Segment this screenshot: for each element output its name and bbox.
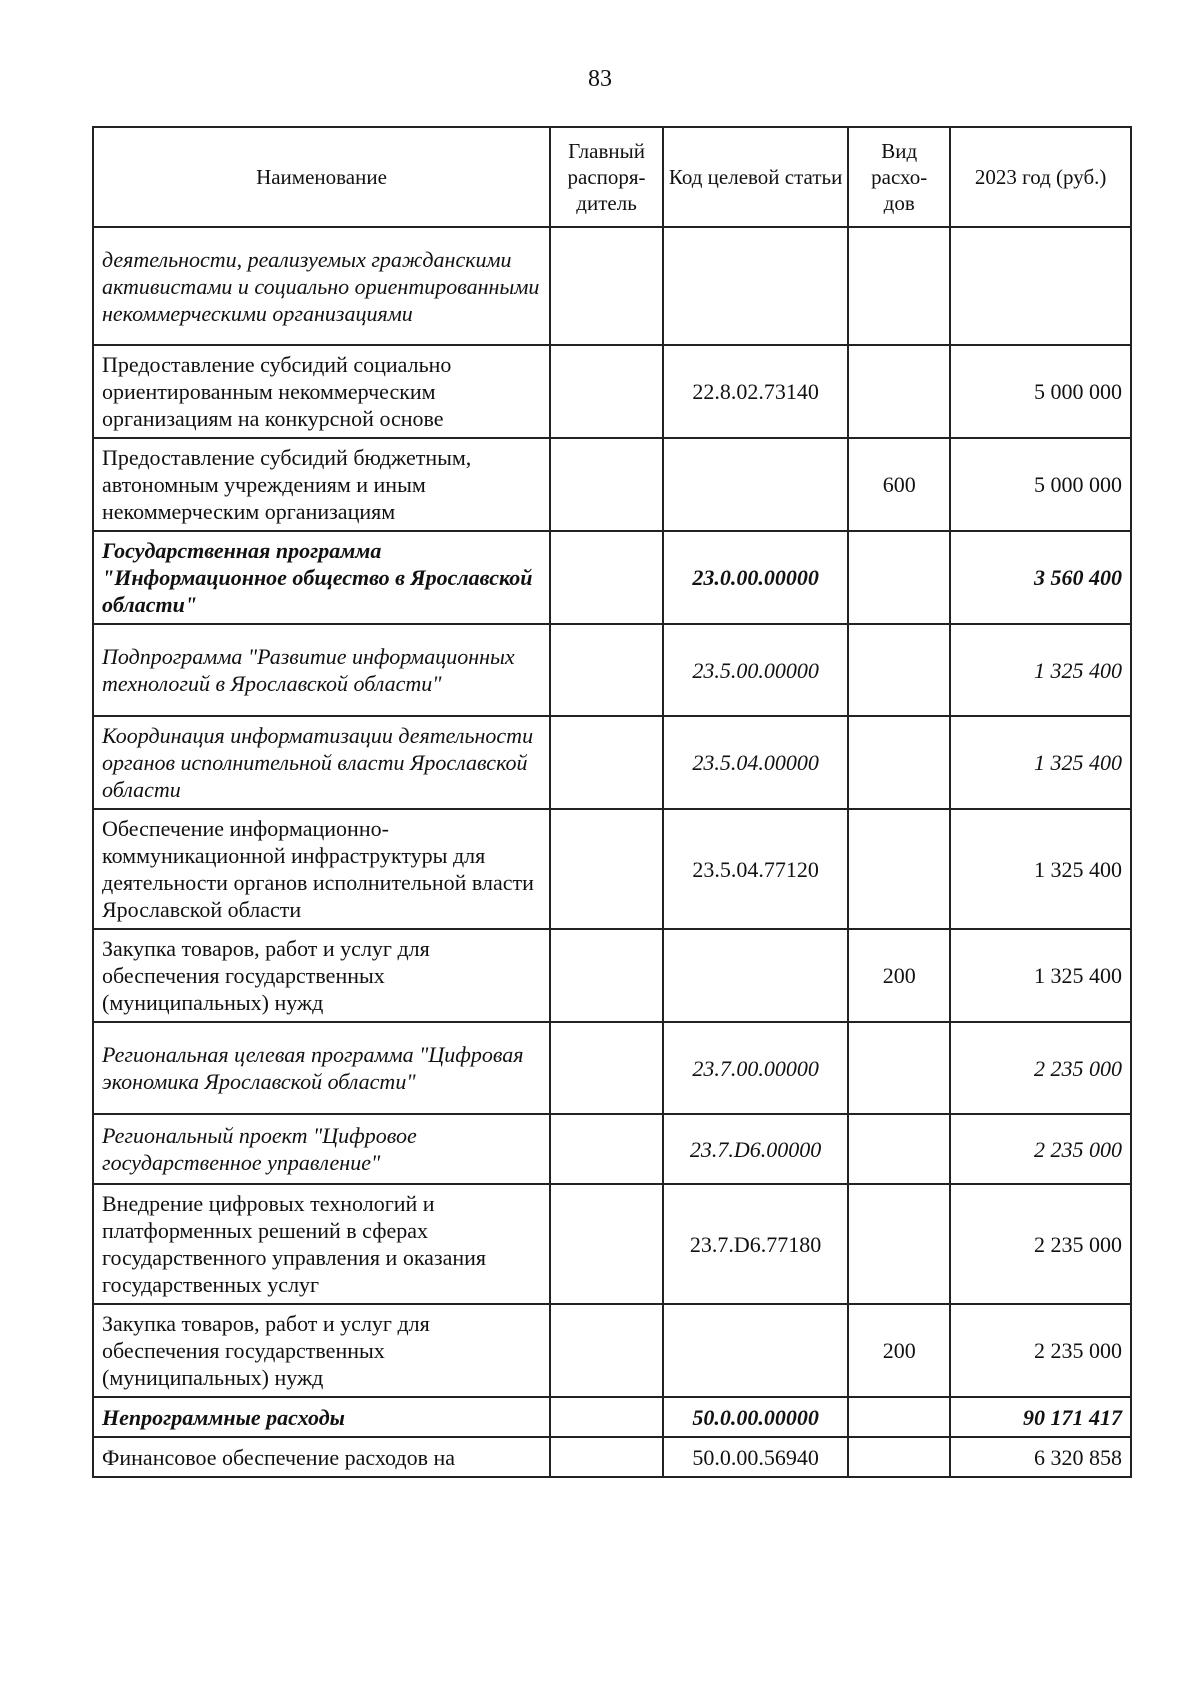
- table-row: [93, 345, 1131, 438]
- table-row: [93, 624, 1131, 716]
- row-amount-cell: 1 325 400: [950, 809, 1131, 929]
- row-name-cell: Финансовое обеспечение расходов на: [93, 1437, 550, 1477]
- row-name-cell: Непрограммные расходы: [93, 1397, 550, 1437]
- row-vr-cell: [848, 1184, 950, 1304]
- table-row: [93, 227, 1131, 345]
- row-code-cell: 23.7.D6.00000: [663, 1114, 848, 1184]
- row-vr-cell: [848, 227, 950, 345]
- row-vr-cell: [848, 716, 950, 809]
- row-vr-cell: [848, 1114, 950, 1184]
- row-amount-cell: 6 320 858: [950, 1437, 1131, 1477]
- row-code-cell: 50.0.00.56940: [663, 1437, 848, 1477]
- row-code-cell: 22.8.02.73140: [663, 345, 848, 438]
- row-grbs-cell: [550, 809, 663, 929]
- table-row: [93, 809, 1131, 929]
- row-code-cell: 23.7.D6.77180: [663, 1184, 848, 1304]
- row-vr-cell: [848, 345, 950, 438]
- row-vr-cell: 200: [848, 929, 950, 1022]
- row-grbs-cell: [550, 531, 663, 624]
- row-amount-cell: 2 235 000: [950, 1022, 1131, 1114]
- table-row: [93, 1304, 1131, 1397]
- row-amount-cell: 2 235 000: [950, 1304, 1131, 1397]
- row-amount-cell: [950, 227, 1131, 345]
- table-row: [93, 929, 1131, 1022]
- row-code-cell: 50.0.00.00000: [663, 1397, 848, 1437]
- row-grbs-cell: [550, 227, 663, 345]
- table-header-row: [93, 127, 1131, 227]
- table-row: [93, 438, 1131, 531]
- row-name-cell: Региональная целевая программа "Цифровая экономика Ярославской области": [93, 1022, 550, 1114]
- row-code-cell: [663, 929, 848, 1022]
- row-amount-cell: 90 171 417: [950, 1397, 1131, 1437]
- row-amount-cell: 1 325 400: [950, 929, 1131, 1022]
- row-grbs-cell: [550, 624, 663, 716]
- header-grbs: Главный распоря- дитель: [550, 127, 663, 227]
- row-name-cell: Закупка товаров, работ и услуг для обеспечения государственных (муниципальных) нужд: [93, 1304, 550, 1397]
- row-code-cell: 23.5.04.00000: [663, 716, 848, 809]
- row-grbs-cell: [550, 1437, 663, 1477]
- header-vr: Вид расхо- дов: [848, 127, 950, 227]
- row-vr-cell: [848, 1397, 950, 1437]
- row-amount-cell: 2 235 000: [950, 1184, 1131, 1304]
- row-amount-cell: 1 325 400: [950, 716, 1131, 809]
- row-name-cell: Обеспечение информационно-коммуникационной инфраструктуры для деятельности органов исполнительной власти Ярославской области: [93, 809, 550, 929]
- row-code-cell: [663, 438, 848, 531]
- row-name-cell: Предоставление субсидий социально ориентированным некоммерческим организациям на конкурсной основе: [93, 345, 550, 438]
- row-amount-cell: 3 560 400: [950, 531, 1131, 624]
- row-name-cell: Координация информатизации деятельности органов исполнительной власти Ярославской области: [93, 716, 550, 809]
- row-grbs-cell: [550, 1304, 663, 1397]
- row-vr-cell: [848, 1437, 950, 1477]
- table-row: [93, 1397, 1131, 1437]
- row-name-cell: Предоставление субсидий бюджетным, автономным учреждениям и иным некоммерческим организациям: [93, 438, 550, 531]
- row-grbs-cell: [550, 1114, 663, 1184]
- header-amount: 2023 год (руб.): [950, 127, 1131, 227]
- row-vr-cell: 600: [848, 438, 950, 531]
- row-grbs-cell: [550, 1397, 663, 1437]
- row-grbs-cell: [550, 716, 663, 809]
- row-name-cell: Региональный проект "Цифровое государственное управление": [93, 1114, 550, 1184]
- table-row: [93, 1437, 1131, 1477]
- header-name: Наименование: [93, 127, 550, 227]
- row-vr-cell: 200: [848, 1304, 950, 1397]
- row-vr-cell: [848, 1022, 950, 1114]
- row-code-cell: 23.0.00.00000: [663, 531, 848, 624]
- table-row: [93, 1022, 1131, 1114]
- table-row: [93, 1184, 1131, 1304]
- row-amount-cell: 5 000 000: [950, 345, 1131, 438]
- row-code-cell: 23.5.00.00000: [663, 624, 848, 716]
- row-vr-cell: [848, 624, 950, 716]
- row-code-cell: [663, 1304, 848, 1397]
- row-grbs-cell: [550, 1022, 663, 1114]
- row-grbs-cell: [550, 1184, 663, 1304]
- budget-table: [92, 126, 1132, 1478]
- table-row: [93, 716, 1131, 809]
- row-amount-cell: 5 000 000: [950, 438, 1131, 531]
- row-name-cell: Подпрограмма "Развитие информационных технологий в Ярославской области": [93, 624, 550, 716]
- page-number: 83: [588, 66, 612, 92]
- row-vr-cell: [848, 531, 950, 624]
- row-grbs-cell: [550, 345, 663, 438]
- row-code-cell: [663, 227, 848, 345]
- row-vr-cell: [848, 809, 950, 929]
- row-name-cell: деятельности, реализуемых гражданскими активистами и социально ориентированными некоммерческими организациями: [93, 227, 550, 345]
- row-amount-cell: 1 325 400: [950, 624, 1131, 716]
- row-name-cell: Закупка товаров, работ и услуг для обеспечения государственных (муниципальных) нужд: [93, 929, 550, 1022]
- row-grbs-cell: [550, 438, 663, 531]
- row-name-cell: Государственная программа "Информационное общество в Ярославской области": [93, 531, 550, 624]
- row-grbs-cell: [550, 929, 663, 1022]
- row-amount-cell: 2 235 000: [950, 1114, 1131, 1184]
- table-row: [93, 531, 1131, 624]
- header-code: Код целевой статьи: [663, 127, 848, 227]
- table-row: [93, 1114, 1131, 1184]
- row-code-cell: 23.5.04.77120: [663, 809, 848, 929]
- row-name-cell: Внедрение цифровых технологий и платформенных решений в сферах государственного управления и оказания государственных услуг: [93, 1184, 550, 1304]
- row-code-cell: 23.7.00.00000: [663, 1022, 848, 1114]
